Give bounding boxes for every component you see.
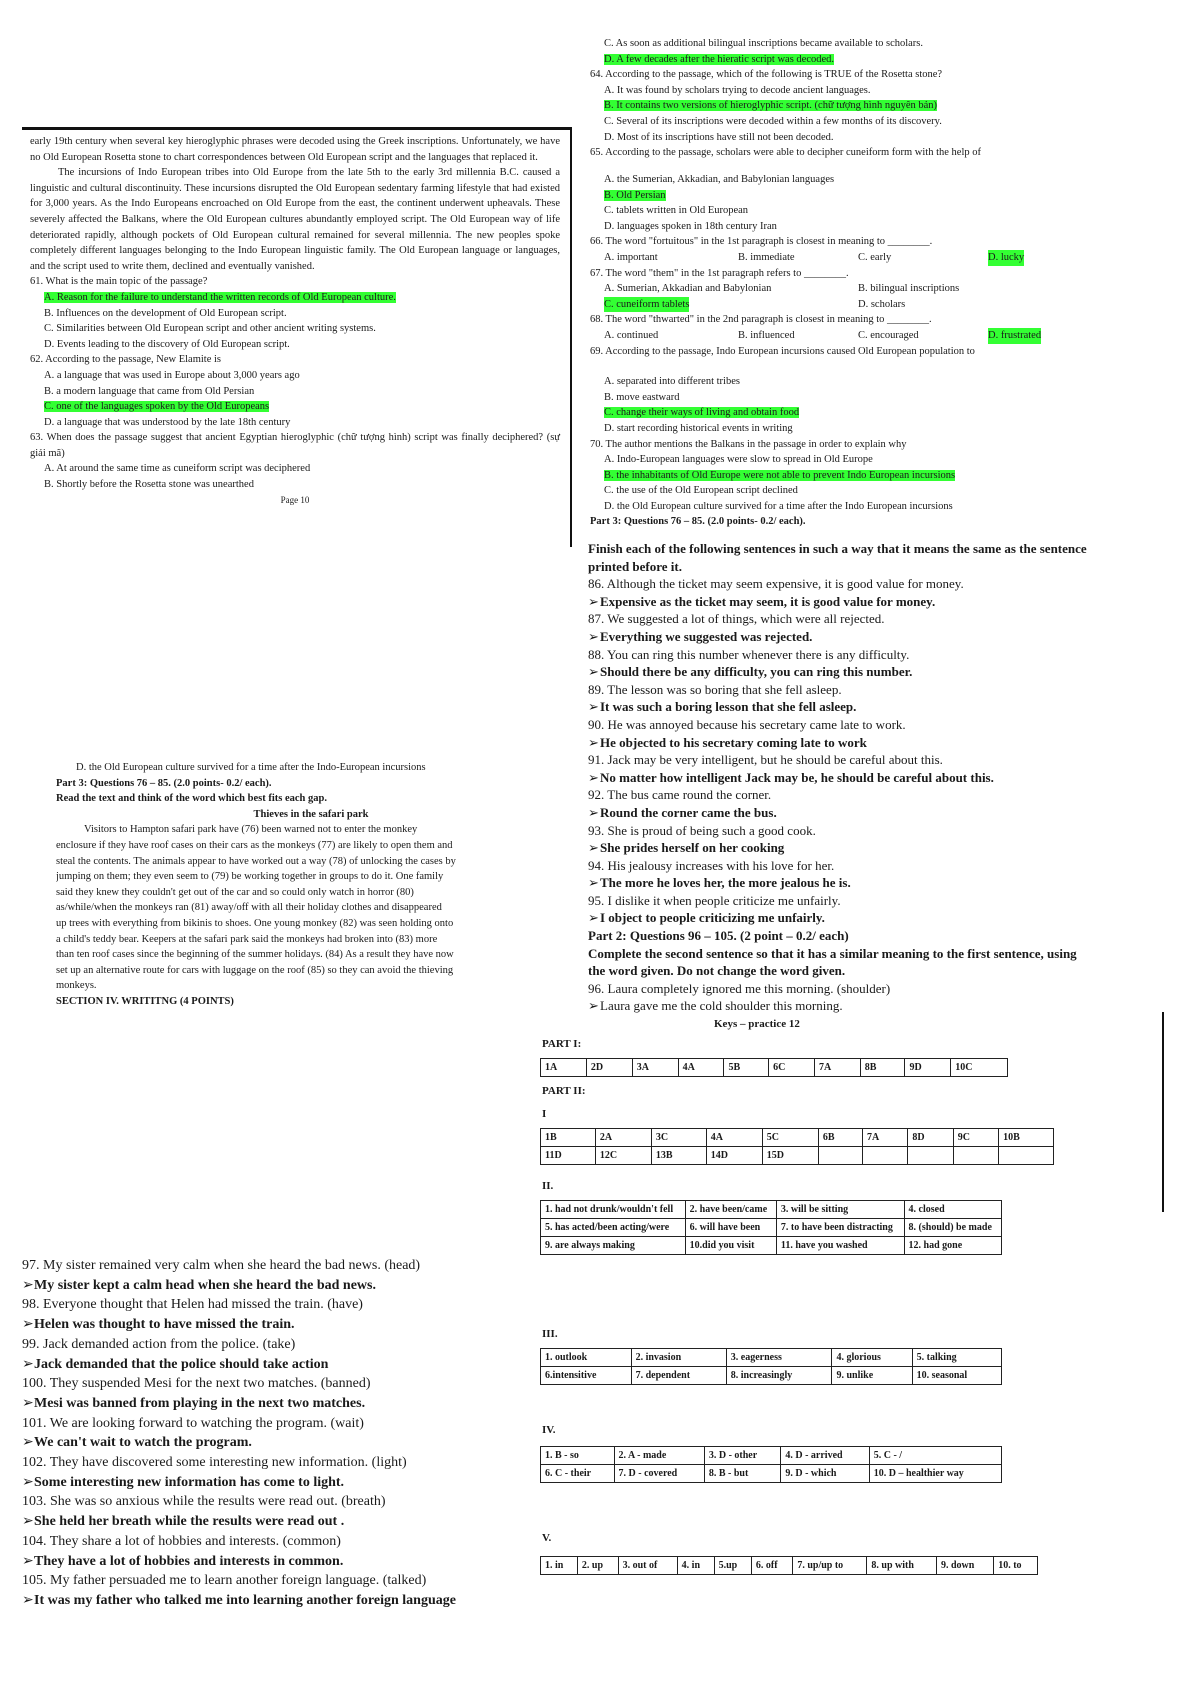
q69-option	[604, 390, 1150, 406]
keys-roman-4: IV.	[542, 1424, 556, 1436]
q61-option	[44, 290, 560, 306]
q65-option	[604, 219, 1150, 235]
key-row	[541, 1349, 1002, 1367]
q65-option	[604, 188, 1150, 204]
q69-option-text: B. move eastward	[604, 391, 680, 403]
transform-answer-text: Helen was thought to have missed the train.	[34, 1317, 295, 1333]
rewrite-question: 94. His jealousy increases with his love for her.	[588, 857, 835, 873]
key-cell: 5. talking	[912, 1349, 1001, 1367]
key-cell: 3. eagerness	[726, 1349, 832, 1367]
q66-c: C. early	[858, 251, 892, 263]
transform-answer-text: Mesi was banned from playing in the next two matches.	[34, 1395, 366, 1411]
left-bottom-block	[22, 1256, 542, 1611]
transform-question: 99. Jack demanded action from the police. (take)	[22, 1336, 296, 1352]
part2-instruction-2: the word given. Do not change the word given.	[588, 963, 846, 979]
q61-option-text: C. Similarities between Old European script and other ancient writing systems.	[44, 323, 376, 335]
q68-d: D. frustrated	[988, 328, 1041, 344]
key-row	[541, 1237, 1002, 1255]
q96-answer-text: Laura gave me the cold shoulder this morning.	[600, 998, 843, 1014]
top-right-line	[590, 145, 1150, 161]
arrow-icon: ➢	[588, 840, 599, 856]
arrow-icon: ➢	[22, 1317, 34, 1333]
key-cell: 8B	[860, 1059, 905, 1077]
keys-part1-label: PART I:	[542, 1038, 582, 1050]
part3-header-left: Part 3: Questions 76 – 85. (2.0 points- 0.2/ each).	[56, 777, 272, 789]
q62-stem: 62. According to the passage, New Elamite is	[30, 354, 221, 366]
rewrite-question: 91. Jack may be very intelligent, but he should be careful about this.	[588, 752, 943, 768]
q68-options	[590, 328, 1150, 344]
key-cell: 8. up with	[867, 1557, 937, 1575]
key-cell: 1. B - so	[541, 1447, 615, 1465]
q63-stem: 63. When does the passage suggest that ancient Egyptian hieroglyphic (chữ tượng hình) script was finally deciphered? (sự giải mã)	[30, 432, 560, 459]
arrow-icon: ➢	[22, 1514, 34, 1530]
arrow-icon: ➢	[588, 769, 599, 785]
arrow-icon: ➢	[22, 1553, 34, 1569]
rewrite-question: 93. She is proud of being such a good cook.	[588, 822, 816, 838]
passage-line: Visitors to Hampton safari park have (76) been warned not to enter the monkey	[84, 824, 418, 836]
q69-stem: 69. According to the passage, Indo European incursions caused Old European population to	[590, 345, 975, 357]
top-right-line	[590, 98, 1150, 114]
q70-option-text: A. Indo-European languages were slow to spread in Old Europe	[604, 454, 873, 466]
top-right-line-text: C. Several of its inscriptions were decoded within a few months of its discovery.	[604, 115, 942, 127]
rewrite-answer	[588, 874, 1158, 892]
key-cell: 6B	[818, 1129, 862, 1147]
left-paragraph: The incursions of Indo European tribes into Old Europe from the late 5th to the early 3rd millennia B.C. caused a linguistic and cultural discontinuity. These incursions disrupted the Old European sedentary farming lifestyle that had existed for 3,000 years. As the Indo Europeans encroached on Old Europe from the east, the continent underwent upheavals. These severely affected the Balkans, where the Old European cultures abundantly employed script. The Old European way of life deteriorated rapidly, although pockets of Old European cultural remained for several millennia. The new peoples spoke completely different languages belonging to the Indo European linguistic family. The Old European language or languages, and the script used to write them, declined and eventually vanished.	[30, 167, 560, 272]
passage-line: a child's teddy bear. Keepers at the safari park said the monkeys had broken into (83) more	[56, 933, 438, 945]
writing-instruction-1: Finish each of the following sentences in such a way that it means the same as the sentence	[588, 541, 1087, 556]
q61-option-text: D. Events leading to the discovery of Old European script.	[44, 338, 290, 350]
key-cell: 4A	[678, 1059, 724, 1077]
rewrite-answer	[588, 769, 1158, 787]
key-cell: 12C	[595, 1147, 651, 1165]
rewrite-answer-text: Everything we suggested was rejected.	[600, 628, 813, 644]
keys-rule	[1162, 1012, 1164, 1212]
transform-answer-text: Some interesting new information has come to light.	[34, 1474, 345, 1490]
key-cell: 1B	[541, 1129, 596, 1147]
transform-answer-text: It was my father who talked me into learning another foreign language	[34, 1592, 456, 1608]
q66-options	[590, 250, 1150, 266]
q66-b: B. immediate	[738, 251, 795, 263]
top-right-line	[590, 83, 1150, 99]
arrow-icon: ➢	[588, 875, 599, 891]
q62-option-text: A. a language that was used in Europe about 3,000 years ago	[44, 369, 300, 381]
q62-option-text: D. a language that was understood by the late 18th century	[44, 416, 291, 428]
key-cell: 14D	[706, 1147, 762, 1165]
key-cell: 2. A - made	[614, 1447, 704, 1465]
q67-options-ab	[590, 281, 1150, 297]
keys-roman-3: III.	[542, 1328, 558, 1340]
key-cell: 6. C - their	[541, 1465, 615, 1483]
left-mid-block	[56, 760, 566, 1010]
keys-part2-label: PART II:	[542, 1085, 586, 1097]
key-cell: 8. B - but	[704, 1465, 781, 1483]
keys-part2-table	[540, 1128, 1054, 1165]
arrow-icon: ➢	[588, 628, 599, 644]
transform-answer	[22, 1394, 542, 1414]
column-rule	[570, 127, 572, 547]
transform-answer-text: My sister kept a calm head when she heard the bad news.	[34, 1277, 376, 1293]
key-cell: 5B	[724, 1059, 769, 1077]
q70-option	[604, 452, 1150, 468]
top-right-line	[590, 114, 1150, 130]
key-cell: 13B	[651, 1147, 706, 1165]
rewrite-answer-text: No matter how intelligent Jack may be, he should be careful about this.	[600, 769, 994, 785]
passage-line: set up an alternative route for cars with luggage on the roof (85) so they can avoid the thieving	[56, 964, 454, 976]
rewrite-answer-text: Round the corner came the bus.	[600, 804, 777, 820]
rewrite-question: 95. I dislike it when people criticize me unfairly.	[588, 892, 841, 908]
key-cell-empty	[908, 1147, 953, 1165]
key-cell: 10B	[999, 1129, 1054, 1147]
q67-b: B. bilingual inscriptions	[858, 283, 960, 295]
q65-option-text: C. tablets written in Old European	[604, 205, 749, 217]
q70-option-text: B. the inhabitants of Old Europe were not able to prevent Indo European incursions	[604, 469, 956, 481]
q66-d: D. lucky	[988, 250, 1024, 266]
q62-option	[44, 399, 560, 415]
arrow-icon: ➢	[588, 699, 599, 715]
top-right-line-text: 65. According to the passage, scholars were able to decipher cuneiform form with the help of	[590, 147, 981, 159]
right-writing-block	[588, 540, 1158, 1015]
arrow-icon: ➢	[22, 1474, 34, 1490]
key-cell: 10.did you visit	[685, 1237, 776, 1255]
key-cell: 7A	[862, 1129, 907, 1147]
arrow-icon: ➢	[22, 1277, 34, 1293]
key-cell-empty	[818, 1147, 862, 1165]
key-cell: 10. seasonal	[912, 1367, 1001, 1385]
key-cell: 5. C - /	[869, 1447, 1001, 1465]
rewrite-answer	[588, 628, 1158, 646]
q69-option	[604, 374, 1150, 390]
top-right-line	[590, 52, 1150, 68]
transform-answer	[22, 1473, 542, 1493]
q70-option-text: C. the use of the Old European script declined	[604, 485, 798, 497]
key-cell-empty	[862, 1147, 907, 1165]
key-cell: 7. D - covered	[614, 1465, 704, 1483]
keys-iv-table	[540, 1446, 1002, 1483]
q65-option-text: A. the Sumerian, Akkadian, and Babylonian languages	[604, 174, 835, 185]
rewrite-answer-text: She prides herself on her cooking	[600, 840, 785, 856]
key-cell: 6. will have been	[685, 1219, 776, 1237]
key-cell: 10. to	[994, 1557, 1038, 1575]
passage-title: Thieves in the safari park	[253, 808, 369, 820]
arrow-icon: ➢	[22, 1592, 34, 1608]
rewrite-question: 88. You can ring this number whenever there is any difficulty.	[588, 646, 910, 662]
keys-roman-2: II.	[542, 1180, 554, 1192]
q63-option	[44, 477, 560, 493]
q68-stem: 68. The word "thwarted" in the 2nd paragraph is closest in meaning to ________.	[590, 314, 932, 326]
key-cell: 7. dependent	[631, 1367, 726, 1385]
top-right-line-text: A. It was found by scholars trying to decode ancient languages.	[604, 84, 871, 96]
arrow-icon: ➢	[22, 1435, 34, 1451]
q62-option-text: B. a modern language that came from Old Persian	[44, 385, 255, 397]
key-cell: 10. D – healthier way	[869, 1465, 1001, 1483]
key-cell: 7A	[814, 1059, 860, 1077]
passage-line: up trees with everything from bikinis to shoes. One young monkey (82) was seen holding onto	[56, 917, 454, 929]
q67-d: D. scholars	[858, 298, 906, 310]
arrow-icon: ➢	[22, 1356, 34, 1372]
rewrite-answer-text: Should there be any difficulty, you can ring this number.	[600, 664, 913, 680]
right-questions-block	[590, 172, 1150, 530]
keys-v-table	[540, 1556, 1038, 1575]
transform-answer	[22, 1276, 542, 1296]
rewrite-answer	[588, 663, 1158, 681]
transform-question: 103. She was so anxious while the results were read out. (breath)	[22, 1494, 386, 1510]
key-cell: 1. had not drunk/wouldn't fell	[541, 1201, 686, 1219]
key-cell-empty	[953, 1147, 998, 1165]
left-top-block	[30, 134, 560, 508]
key-row	[541, 1219, 1002, 1237]
key-cell: 7. to have been distracting	[776, 1219, 904, 1237]
transform-question: 97. My sister remained very calm when she heard the bad news. (head)	[22, 1258, 421, 1273]
key-cell: 9D	[905, 1059, 951, 1077]
key-cell: 9. unlike	[832, 1367, 912, 1385]
key-cell: 3. D - other	[704, 1447, 781, 1465]
section4-header: SECTION IV. WRITITNG (4 POINTS)	[56, 995, 234, 1007]
passage-line: monkeys.	[56, 980, 97, 992]
q61-option	[44, 306, 560, 322]
arrow-icon: ➢	[588, 910, 599, 926]
key-cell: 1. outlook	[541, 1349, 632, 1367]
part3-header-right: Part 3: Questions 76 – 85. (2.0 points- 0.2/ each).	[590, 516, 806, 528]
arrow-icon: ➢	[588, 664, 599, 680]
q70-option-text: D. the Old European culture survived for a time after the Indo European incursions	[604, 500, 953, 512]
rewrite-question: 89. The lesson was so boring that she fell asleep.	[588, 681, 842, 697]
key-cell: 2D	[586, 1059, 632, 1077]
q65-option	[604, 203, 1150, 219]
key-cell: 5.up	[714, 1557, 751, 1575]
q69-option	[604, 421, 1150, 437]
q61-option	[44, 337, 560, 353]
transform-question: 98. Everyone thought that Helen had missed the train. (have)	[22, 1297, 363, 1313]
q69-option-text: D. start recording historical events in writing	[604, 422, 793, 434]
key-cell: 3A	[632, 1059, 678, 1077]
keys-roman-1: I	[542, 1108, 547, 1120]
transform-answer-text: She held her breath while the results were read out .	[34, 1514, 345, 1530]
q68-b: B. influenced	[738, 329, 795, 341]
q63-option	[44, 461, 560, 477]
q70-option	[604, 499, 1150, 515]
rewrite-answer-text: He objected to his secretary coming late to work	[600, 734, 867, 750]
key-cell: 11. have you washed	[776, 1237, 904, 1255]
transform-answer-text: Jack demanded that the police should take action	[34, 1356, 329, 1372]
keys-iii-table	[540, 1348, 1002, 1385]
q62-option	[44, 368, 560, 384]
key-cell: 2A	[595, 1129, 651, 1147]
part3-instruction: Read the text and think of the word which best fits each gap.	[56, 793, 327, 805]
key-cell-empty	[999, 1147, 1054, 1165]
key-cell: 9. D - which	[781, 1465, 869, 1483]
top-right-line	[590, 67, 1150, 83]
transform-answer	[22, 1552, 542, 1572]
keys-part1-table	[540, 1058, 1008, 1077]
q68-c: C. encouraged	[858, 329, 919, 341]
arrow-icon: ➢	[22, 1395, 34, 1411]
passage-line: steal the contents. The animals appear to have worked out a way (78) of unlocking the cases by	[56, 855, 456, 867]
key-cell: 2. have been/came	[685, 1201, 776, 1219]
q61-stem: 61. What is the main topic of the passage?	[30, 276, 208, 288]
passage-line: enclosure if they have roof cases on their cars as the monkeys (77) are likely to open them and	[56, 839, 453, 851]
key-cell: 5C	[762, 1129, 818, 1147]
key-row	[541, 1367, 1002, 1385]
part2-instruction-1: Complete the second sentence so that it has a similar meaning to the first sentence, using	[588, 945, 1077, 961]
key-cell: 8D	[908, 1129, 953, 1147]
top-right-block	[590, 36, 1150, 161]
key-cell: 10C	[951, 1059, 1008, 1077]
q65-option-text: B. Old Persian	[604, 189, 666, 201]
key-cell: 3. out of	[618, 1557, 677, 1575]
q65-option-text: D. languages spoken in 18th century Iran	[604, 220, 777, 232]
rewrite-answer	[588, 734, 1158, 752]
q96-answer: ➢Laura gave me the cold shoulder this morning.	[588, 998, 843, 1014]
transform-answer-text: We can't wait to watch the program.	[34, 1435, 252, 1451]
top-right-line-text: D. Most of its inscriptions have still not been decoded.	[604, 131, 834, 143]
key-cell: 8. increasingly	[726, 1367, 832, 1385]
transform-question: 104. They share a lot of hobbies and interests. (common)	[22, 1533, 341, 1549]
transform-answer	[22, 1315, 542, 1335]
key-cell: 4. closed	[904, 1201, 1001, 1219]
q96-stem: 96. Laura completely ignored me this morning. (shoulder)	[588, 980, 891, 996]
transform-answer	[22, 1355, 542, 1375]
top-right-line-text: 64. According to the passage, which of the following is TRUE of the Rosetta stone?	[590, 69, 943, 81]
rewrite-answer-text: I object to people criticizing me unfairly.	[600, 910, 825, 926]
q63-option-text: A. At around the same time as cuneiform script was deciphered	[44, 463, 311, 475]
transform-answer-text: They have a lot of hobbies and interests in common.	[34, 1553, 344, 1569]
passage-line: said they knew they couldn't get out of the car and so could only watch in horror (80)	[56, 886, 414, 898]
keys-title: Keys – practice 12	[714, 1018, 800, 1030]
q70-d-repeat: D. the Old European culture survived for a time after the Indo-European incursions	[76, 762, 426, 773]
arrow-icon: ➢	[588, 593, 599, 609]
key-cell: 3C	[651, 1129, 706, 1147]
top-right-line	[590, 36, 1150, 52]
key-cell: 15D	[762, 1147, 818, 1165]
keys-ii-table	[540, 1200, 1002, 1255]
key-cell: 6. off	[751, 1557, 792, 1575]
q70-option	[604, 468, 1150, 484]
left-intro: early 19th century when several key hieroglyphic phrases were decoded using the Greek inscriptions. Unfortunately, we have no Old European Rosetta stone to chart correspondences between Old European script and the languages that replaced it.	[30, 136, 560, 163]
top-right-line-text: C. As soon as additional bilingual inscriptions became available to scholars.	[604, 38, 924, 49]
q67-c: C. cuneiform tablets	[604, 297, 689, 313]
key-cell: 11D	[541, 1147, 596, 1165]
writing-instruction-2: printed before it.	[588, 558, 682, 574]
q69-option-text: C. change their ways of living and obtain food	[604, 407, 800, 419]
rewrite-question: 86. Although the ticket may seem expensive, it is good value for money.	[588, 576, 964, 592]
q70-option	[604, 483, 1150, 499]
key-cell: 9. down	[937, 1557, 994, 1575]
q67-a: A. Sumerian, Akkadian and Babylonian	[604, 283, 772, 295]
key-row	[541, 1201, 1002, 1219]
key-cell: 4. D - arrived	[781, 1447, 869, 1465]
key-cell: 2. invasion	[631, 1349, 726, 1367]
arrow-icon: ➢	[588, 804, 599, 820]
key-cell: 3. will be sitting	[776, 1201, 904, 1219]
left-top-rule	[22, 127, 570, 130]
rewrite-question: 90. He was annoyed because his secretary came late to work.	[588, 716, 906, 732]
key-cell: 12. had gone	[904, 1237, 1001, 1255]
q69-option	[604, 405, 1150, 421]
q61-option	[44, 321, 560, 337]
q68-a: A. continued	[604, 329, 659, 341]
rewrite-answer	[588, 804, 1158, 822]
q62-option-text: C. one of the languages spoken by the Old Europeans	[44, 401, 270, 413]
passage-line: as/while/when the monkeys ran (81) away/off with all their holiday clothes and disappeared	[56, 902, 442, 914]
q66-stem: 66. The word "fortuitous" in the 1st paragraph is closest in meaning to ________.	[590, 236, 933, 248]
key-cell: 4A	[706, 1129, 762, 1147]
q66-a: A. important	[604, 251, 658, 263]
q61-option-text: B. Influences on the development of Old European script.	[44, 307, 287, 319]
transform-question: 101. We are looking forward to watching the program. (wait)	[22, 1415, 364, 1431]
q62-option	[44, 384, 560, 400]
q61-option-text: A. Reason for the failure to understand the written records of Old European culture.	[44, 291, 396, 303]
q65-option	[604, 172, 1150, 188]
key-cell: 1. in	[541, 1557, 578, 1575]
passage-line: than ten roof cases since the beginning of the summer holidays. (84) As a result they have now	[56, 949, 454, 961]
passage-line: jumping on them; they even seem to (79) be working together in groups to do it. One family	[56, 871, 444, 883]
rewrite-answer-text: It was such a boring lesson that she fell asleep.	[600, 699, 857, 715]
page-number: Page 10	[280, 494, 310, 505]
top-right-line	[590, 130, 1150, 146]
key-cell: 9. are always making	[541, 1237, 686, 1255]
key-cell: 4. glorious	[832, 1349, 912, 1367]
rewrite-answer	[588, 593, 1158, 611]
key-cell: 6.intensitive	[541, 1367, 632, 1385]
top-right-line-text: B. It contains two versions of hieroglyphic script. (chữ tượng hình nguyên bản)	[604, 100, 938, 112]
rewrite-answer-text: Expensive as the ticket may seem, it is good value for money.	[600, 593, 936, 609]
transform-answer	[22, 1512, 542, 1532]
top-right-line-text: D. A few decades after the hieratic script was decoded.	[604, 53, 835, 65]
q69-option-text: A. separated into different tribes	[604, 376, 740, 388]
arrow-icon: ➢	[588, 734, 599, 750]
key-cell: 1A	[541, 1059, 587, 1077]
transform-question: 105. My father persuaded me to learn another foreign language. (talked)	[22, 1573, 427, 1589]
rewrite-question: 92. The bus came round the corner.	[588, 787, 772, 803]
part2-header: Part 2: Questions 96 – 105. (2 point – 0.2/ each)	[588, 928, 849, 944]
transform-answer	[22, 1591, 542, 1611]
q67-options-cd	[590, 297, 1150, 313]
key-row	[541, 1447, 1002, 1465]
rewrite-answer	[588, 698, 1158, 716]
q67-stem: 67. The word "them" in the 1st paragraph refers to ________.	[590, 267, 849, 279]
keys-roman-5: V.	[542, 1532, 552, 1544]
q70-stem: 70. The author mentions the Balkans in the passage in order to explain why	[590, 438, 907, 450]
transform-question: 100. They suspended Mesi for the next two matches. (banned)	[22, 1376, 371, 1392]
key-cell: 4. in	[677, 1557, 714, 1575]
key-cell: 9C	[953, 1129, 998, 1147]
key-cell: 8. (should) be made	[904, 1219, 1001, 1237]
q62-option	[44, 415, 560, 431]
rewrite-answer-text: The more he loves her, the more jealous he is.	[600, 875, 851, 891]
key-row	[541, 1465, 1002, 1483]
transform-question: 102. They have discovered some interesting new information. (light)	[22, 1455, 407, 1471]
rewrite-answer	[588, 839, 1158, 857]
key-cell: 6C	[769, 1059, 815, 1077]
q63-option-text: B. Shortly before the Rosetta stone was unearthed	[44, 479, 254, 491]
rewrite-question: 87. We suggested a lot of things, which were all rejected.	[588, 611, 885, 627]
key-cell: 7. up/up to	[793, 1557, 867, 1575]
transform-answer	[22, 1433, 542, 1453]
key-cell: 2. up	[577, 1557, 618, 1575]
key-cell: 5. has acted/been acting/were	[541, 1219, 686, 1237]
rewrite-answer	[588, 909, 1158, 927]
